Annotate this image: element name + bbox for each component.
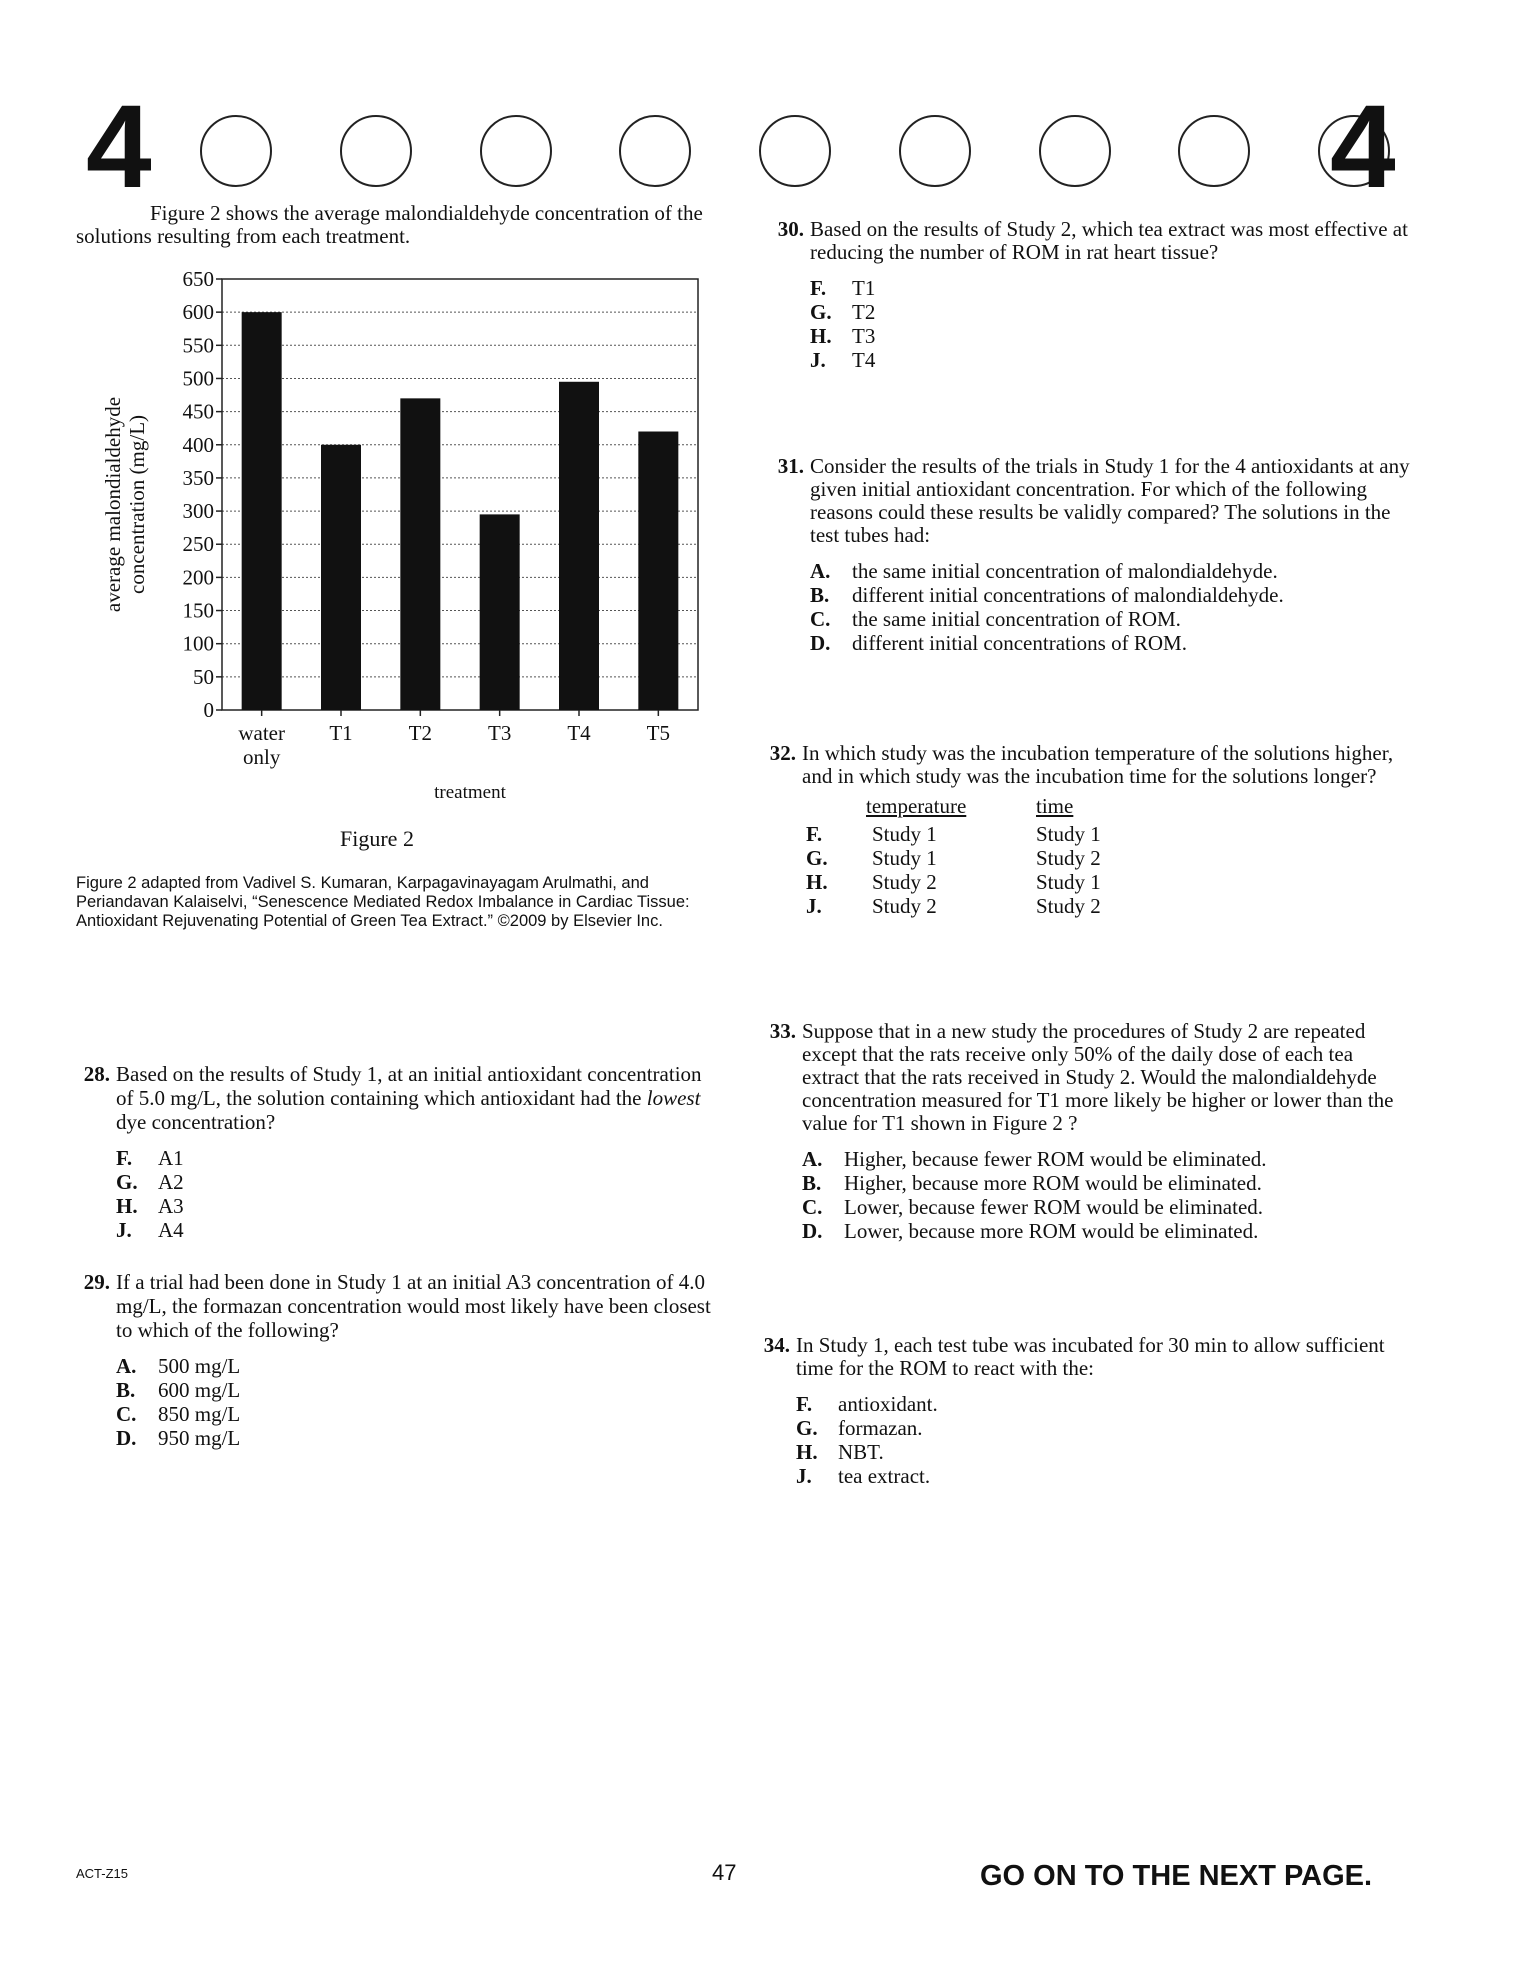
answer-option-a[interactable]	[810, 559, 1410, 583]
option-time: Study 2	[1036, 846, 1101, 870]
question-text	[116, 1062, 716, 1134]
option-letter: C.	[810, 607, 831, 631]
answer-option-f[interactable]	[116, 1146, 716, 1170]
answer-option-b[interactable]	[116, 1378, 716, 1402]
question-text: In which study was the incubation temperature of the solutions higher, and in which study was the incubation time for the solutions longer?	[802, 741, 1394, 788]
answer-option-g[interactable]	[802, 846, 1105, 870]
next-page-instruction: GO ON TO THE NEXT PAGE.	[980, 1860, 1373, 1892]
y-axis-label-line-2: concentration (mg/L)	[125, 414, 149, 595]
header-circle	[340, 115, 412, 187]
answer-option-b[interactable]	[810, 583, 1410, 607]
answer-option-j[interactable]	[802, 894, 1105, 918]
x-category-label: water only	[238, 721, 285, 769]
y-tick-label: 400	[182, 432, 214, 457]
question-text: In Study 1, each test tube was incubated for 30 min to allow sufficient time for the ROM to react with the:	[796, 1333, 1385, 1380]
column-header-temperature: temperature	[866, 794, 967, 818]
header-circle	[1178, 115, 1250, 187]
question-number: 29.	[83, 1270, 110, 1294]
option-letter: F.	[796, 1392, 813, 1416]
header-circles	[200, 115, 1390, 195]
x-category-label: T3	[488, 721, 512, 745]
answer-option-j[interactable]	[810, 348, 1410, 372]
option-text: different initial concentrations of ROM.	[852, 631, 1187, 655]
bar	[321, 445, 361, 710]
y-tick-label: 650	[182, 270, 214, 291]
answer-option-c[interactable]	[802, 1195, 1412, 1219]
option-text: T1	[852, 276, 876, 300]
answer-option-c[interactable]	[116, 1402, 716, 1426]
x-category-label: T1	[329, 721, 353, 745]
option-text: T4	[852, 348, 876, 372]
option-letter: H.	[796, 1440, 818, 1464]
option-letter: F.	[806, 822, 823, 846]
option-letter: D.	[802, 1219, 823, 1243]
header-circle	[759, 115, 831, 187]
option-text: Lower, because more ROM would be eliminated.	[844, 1219, 1259, 1243]
option-text: the same initial concentration of malondialdehyde.	[852, 559, 1278, 583]
y-tick-label: 100	[182, 631, 214, 656]
answer-option-h[interactable]	[810, 324, 1410, 348]
option-temperature: Study 2	[872, 870, 937, 894]
answer-option-d[interactable]	[802, 1219, 1412, 1243]
option-letter: J.	[116, 1218, 132, 1242]
y-tick-label: 600	[182, 300, 214, 325]
option-text: A2	[158, 1170, 184, 1194]
column-header-time: time	[1036, 794, 1074, 818]
answer-option-b[interactable]	[802, 1171, 1412, 1195]
bar	[242, 312, 282, 710]
answer-options	[796, 1392, 1412, 1488]
header-circle	[899, 115, 971, 187]
answer-option-h[interactable]	[796, 1440, 1412, 1464]
x-axis-label: treatment	[434, 782, 506, 803]
question-text: Based on the results of Study 2, which tea extract was most effective at reducing the number of ROM in rat heart tissue?	[810, 217, 1408, 264]
header-circle	[1039, 115, 1111, 187]
y-tick-label: 200	[182, 565, 214, 590]
answer-option-j[interactable]	[796, 1464, 1412, 1488]
y-tick-label: 450	[182, 399, 214, 424]
option-temperature: Study 1	[872, 846, 937, 870]
option-letter: B.	[810, 583, 830, 607]
option-letter: G.	[116, 1170, 138, 1194]
option-time: Study 1	[1036, 870, 1101, 894]
question-34	[756, 1334, 1412, 1488]
answer-option-a[interactable]	[802, 1147, 1412, 1171]
y-tick-label: 0	[203, 698, 214, 722]
option-text: 850 mg/L	[158, 1402, 241, 1426]
bar	[480, 514, 520, 710]
plot-frame	[222, 279, 698, 710]
option-letter: H.	[806, 870, 828, 894]
figure-2-bar-chart	[76, 270, 716, 810]
answer-option-j[interactable]	[116, 1218, 716, 1242]
y-axis-label-line-1: average malondialdehyde	[101, 396, 125, 613]
answer-options	[116, 1146, 716, 1242]
answer-options	[116, 1354, 716, 1450]
option-letter: J.	[806, 894, 822, 918]
option-text: the same initial concentration of ROM.	[852, 607, 1181, 631]
option-letter: G.	[796, 1416, 818, 1440]
option-letter: H.	[116, 1194, 138, 1218]
option-text: T2	[852, 300, 876, 324]
test-form-code: ACT-Z15	[76, 1866, 129, 1881]
y-tick-label: 250	[182, 532, 214, 557]
answer-option-h[interactable]	[802, 870, 1105, 894]
question-number: 31.	[777, 454, 804, 478]
option-text: A1	[158, 1146, 184, 1170]
option-letter: H.	[810, 324, 832, 348]
option-text: antioxidant.	[838, 1392, 938, 1416]
option-letter: D.	[116, 1426, 137, 1450]
header-circle	[200, 115, 272, 187]
figure-intro-text: Figure 2 shows the average malondialdehyde concentration of the solutions resulting from each treatment.	[76, 201, 703, 248]
question-28	[76, 1062, 716, 1242]
answer-option-g[interactable]	[116, 1170, 716, 1194]
question-29	[76, 1270, 716, 1450]
option-text: A4	[158, 1218, 184, 1242]
answer-option-g[interactable]	[796, 1416, 1412, 1440]
x-category-label: T4	[567, 721, 591, 745]
bar	[400, 398, 440, 710]
option-text: Higher, because fewer ROM would be eliminated.	[844, 1147, 1267, 1171]
answer-option-a[interactable]	[116, 1354, 716, 1378]
question-text: Suppose that in a new study the procedures of Study 2 are repeated except that the rats receive only 50% of the daily dose of each tea extract that the rats received in Study 2. Would the malondialdehyde concentration measured for T1 more likely be higher or lower than the value for T1 shown in Figure 2 ?	[802, 1019, 1394, 1135]
option-text: 600 mg/L	[158, 1378, 241, 1402]
option-temperature: Study 1	[872, 822, 937, 846]
y-tick-label: 550	[182, 333, 214, 358]
option-letter: D.	[810, 631, 831, 655]
option-text: NBT.	[838, 1440, 884, 1464]
option-text: Lower, because fewer ROM would be eliminated.	[844, 1195, 1264, 1219]
option-time: Study 1	[1036, 822, 1101, 846]
option-text: A3	[158, 1194, 184, 1218]
x-category-label: T2	[408, 721, 432, 745]
question-number: 28.	[83, 1062, 110, 1086]
y-tick-label: 350	[182, 465, 214, 490]
option-letter: F.	[116, 1146, 133, 1170]
answer-option-g[interactable]	[810, 300, 1410, 324]
figure-credit: Figure 2 adapted from Vadivel S. Kumaran, Karpagavinayagam Arulmathi, and Periandavan Kalaiselvi, “Senescence Mediated Redox Imbalance in Cardiac Tissue: Antioxidant Rejuvenating Potential of Green Tea Extract.” ©2009 by Elsevier Inc.	[76, 874, 690, 930]
question-text-part: Based on the results of Study 1, at an initial antioxidant concentration of 5.0 mg/L, the solution containing which antioxidant had the	[116, 1062, 702, 1110]
question-number: 33.	[769, 1019, 796, 1043]
option-temperature: Study 2	[872, 894, 937, 918]
option-time: Study 2	[1036, 894, 1101, 918]
figure-caption: Figure 2	[340, 826, 414, 851]
question-31	[770, 455, 1410, 655]
option-letter: J.	[796, 1464, 812, 1488]
question-text: If a trial had been done in Study 1 at an initial A3 concentration of 4.0 mg/L, the formazan concentration would most likely have been closest to which of the following?	[116, 1270, 711, 1342]
option-letter: G.	[806, 846, 828, 870]
answer-options	[802, 1147, 1412, 1243]
question-text: Consider the results of the trials in Study 1 for the 4 antioxidants at any given initial antioxidant concentration. For which of the following reasons could these results be validly compared? The solutions in the test tubes had:	[810, 454, 1410, 547]
answer-option-f[interactable]	[802, 822, 1105, 846]
answer-options	[810, 276, 1410, 372]
option-letter: B.	[802, 1171, 822, 1195]
option-letter: A.	[810, 559, 831, 583]
y-tick-label: 300	[182, 499, 214, 524]
page-number: 47	[712, 1860, 737, 1885]
header-circle	[619, 115, 691, 187]
answer-table-header	[802, 794, 1105, 822]
answer-table	[802, 794, 1105, 918]
option-text: T3	[852, 324, 876, 348]
option-text: Higher, because more ROM would be eliminated.	[844, 1171, 1262, 1195]
answer-option-f[interactable]	[796, 1392, 1412, 1416]
answer-option-d[interactable]	[116, 1426, 716, 1450]
x-category-label: T5	[646, 721, 670, 745]
y-tick-label: 500	[182, 366, 214, 391]
option-text: different initial concentrations of malondialdehyde.	[852, 583, 1284, 607]
bar	[638, 432, 678, 710]
option-text: 500 mg/L	[158, 1354, 241, 1378]
option-letter: A.	[116, 1354, 137, 1378]
answer-option-h[interactable]	[116, 1194, 716, 1218]
question-33	[762, 1020, 1412, 1243]
question-30	[770, 218, 1410, 372]
table-spacer	[802, 794, 862, 822]
option-letter: F.	[810, 276, 827, 300]
answer-options	[810, 559, 1410, 655]
option-letter: B.	[116, 1378, 136, 1402]
question-number: 34.	[763, 1333, 790, 1357]
section-number-right: 4	[1330, 81, 1396, 213]
header-circle	[480, 115, 552, 187]
answer-option-f[interactable]	[810, 276, 1410, 300]
option-letter: J.	[810, 348, 826, 372]
option-text: 950 mg/L	[158, 1426, 241, 1450]
question-text-part: dye concentration?	[116, 1110, 276, 1134]
option-letter: C.	[802, 1195, 823, 1219]
section-number-left: 4	[86, 81, 152, 213]
answer-option-d[interactable]	[810, 631, 1410, 655]
option-text: formazan.	[838, 1416, 923, 1440]
question-number: 32.	[769, 741, 796, 765]
option-letter: A.	[802, 1147, 823, 1171]
y-tick-label: 150	[182, 598, 214, 623]
answer-option-c[interactable]	[810, 607, 1410, 631]
option-letter: C.	[116, 1402, 137, 1426]
option-letter: G.	[810, 300, 832, 324]
y-tick-label: 50	[193, 664, 214, 689]
question-number: 30.	[777, 217, 804, 241]
option-text: tea extract.	[838, 1464, 931, 1488]
bar	[559, 382, 599, 710]
question-emphasis: lowest	[646, 1086, 701, 1110]
question-32	[762, 742, 1412, 918]
